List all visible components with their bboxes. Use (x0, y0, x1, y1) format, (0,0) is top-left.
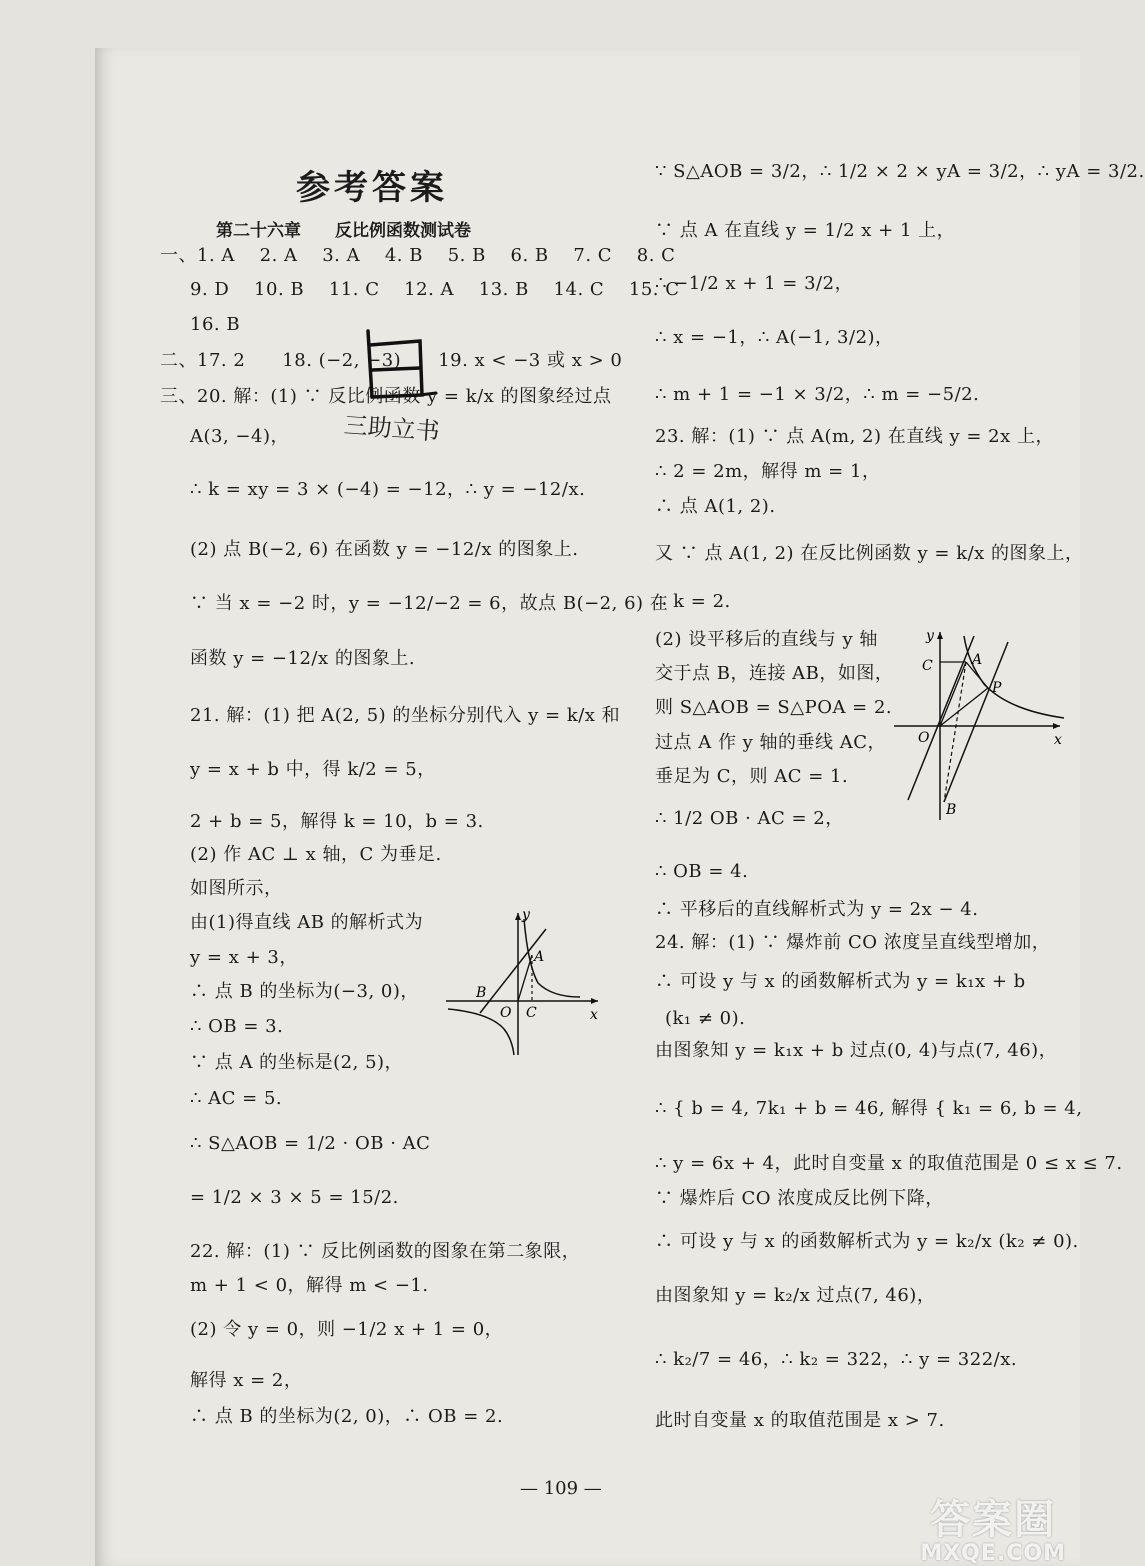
right-line-19: 24. 解：(1) ∵ 爆炸前 CO 浓度呈直线型增加， (655, 932, 1051, 953)
left-line-23: = 1/2 × 3 × 5 = 15/2. (190, 1187, 399, 1208)
left-line-5: 三、20. 解：(1) ∵ 反比例函数 y = k/x 的图象经过点 (160, 386, 612, 407)
right-line-18: ∴ 平移后的直线解析式为 y = 2x − 4. (655, 899, 979, 920)
right-line-4: ∴ x = −1，∴ A(−1, 3/2)， (655, 327, 894, 348)
right-line-22: 由图象知 y = k₁x + b 过点(0, 4)与点(7, 46)， (655, 1040, 1058, 1061)
right-line-1: ∵ S△AOB = 3/2，∴ 1/2 × 2 × yA = 3/2，∴ yA = 3/2. (655, 161, 1145, 182)
right-line-2: ∵ 点 A 在直线 y = 1/2 x + 1 上， (655, 220, 956, 241)
left-line-9: ∵ 当 x = −2 时，y = −12/−2 = 6，故点 B(−2, 6) 在 (190, 593, 669, 614)
left-line-28: ∴ 点 B 的坐标为(2, 0)，∴ OB = 2. (190, 1406, 504, 1427)
right-line-11: (2) 设平移后的直线与 y 轴 (655, 629, 878, 650)
right-line-9: 又 ∵ 点 A(1, 2) 在反比例函数 y = k/x 的图象上， (655, 543, 1084, 564)
right-line-24: ∴ y = 6x + 4，此时自变量 x 的取值范围是 0 ≤ x ≤ 7. (655, 1153, 1123, 1174)
left-line-2: 9. D 10. B 11. C 12. A 13. B 14. C 15. C (190, 279, 680, 300)
fig1-label-y: y (522, 907, 530, 923)
left-line-26: (2) 令 y = 0，则 −1/2 x + 1 = 0， (190, 1319, 504, 1340)
fig1-label-b: B (476, 985, 487, 1001)
left-line-12: y = x + b 中，得 k/2 = 5， (190, 759, 436, 780)
left-line-6: A(3, −4)， (190, 426, 289, 447)
figure-21 (440, 905, 605, 1060)
right-line-28: ∴ k₂/7 = 46，∴ k₂ = 322，∴ y = 322/x. (655, 1349, 1018, 1370)
left-line-1: 一、1. A 2. A 3. A 4. B 5. B 6. B 7. C 8. C (160, 245, 676, 266)
right-line-3: ∴ −1/2 x + 1 = 3/2， (655, 273, 854, 294)
handwriting-text: 三助立书 (342, 411, 441, 446)
left-line-3: 16. B (190, 314, 241, 335)
watermark-top: 答案圈 (930, 1497, 1057, 1543)
left-line-7: ∴ k = xy = 3 × (−4) = −12，∴ y = −12/x. (190, 479, 586, 500)
left-line-10: 函数 y = −12/x 的图象上. (190, 648, 416, 669)
fig2-label-c: C (922, 658, 933, 674)
page-number: — 109 — (520, 1478, 602, 1499)
right-line-6: 23. 解：(1) ∵ 点 A(m, 2) 在直线 y = 2x 上， (655, 426, 1054, 447)
left-line-4: 二、17. 2 18. (−2, −3) 19. x < −3 或 x > 0 (160, 350, 623, 371)
right-line-14: 过点 A 作 y 轴的垂线 AC， (655, 732, 887, 753)
left-line-13: 2 + b = 5，解得 k = 10，b = 3. (190, 811, 484, 832)
left-line-25: m + 1 < 0，解得 m < −1. (190, 1275, 429, 1296)
right-line-23: ∴ { b = 4, 7k₁ + b = 46, 解得 { k₁ = 6, b = 4, (655, 1098, 1083, 1119)
left-line-24: 22. 解：(1) ∵ 反比例函数的图象在第二象限， (190, 1241, 581, 1262)
right-line-26: ∴ 可设 y 与 x 的函数解析式为 y = k₂/x (k₂ ≠ 0). (655, 1231, 1079, 1252)
left-line-18: ∴ 点 B 的坐标为(−3, 0)， (190, 981, 419, 1002)
right-line-27: 由图象知 y = k₂/x 过点(7, 46)， (655, 1285, 936, 1306)
fig2-label-o: O (918, 730, 930, 746)
left-line-17: y = x + 3， (190, 947, 298, 968)
left-line-20: ∵ 点 A 的坐标是(2, 5)， (190, 1052, 404, 1073)
fig2-label-p: P (992, 680, 1002, 696)
fig2-label-b: B (946, 802, 957, 818)
fig1-label-o: O (500, 1005, 512, 1021)
fig1-label-a: A (534, 949, 545, 965)
figure-23 (888, 622, 1073, 822)
right-line-29: 此时自变量 x 的取值范围是 x > 7. (655, 1410, 945, 1431)
left-line-14: (2) 作 AC ⊥ x 轴，C 为垂足. (190, 844, 442, 865)
fig1-label-x: x (590, 1007, 598, 1023)
left-line-27: 解得 x = 2， (190, 1370, 303, 1391)
right-line-15: 垂足为 C，则 AC = 1. (655, 766, 849, 787)
watermark-bottom: MXQE.COM (920, 1541, 1066, 1566)
left-line-19: ∴ OB = 3. (190, 1016, 284, 1037)
fig1-label-c: C (526, 1005, 537, 1021)
right-line-25: ∵ 爆炸后 CO 浓度成反比例下降， (655, 1188, 944, 1209)
right-line-20: ∴ 可设 y 与 x 的函数解析式为 y = k₁x + b (655, 971, 1026, 992)
right-line-16: ∴ 1/2 OB · AC = 2， (655, 808, 844, 829)
handwritten-mark (340, 325, 480, 445)
right-line-8: ∴ 点 A(1, 2). (655, 496, 776, 517)
left-line-8: (2) 点 B(−2, 6) 在函数 y = −12/x 的图象上. (190, 539, 579, 560)
right-line-13: 则 S△AOB = S△POA = 2. (655, 697, 893, 718)
left-line-11: 21. 解：(1) 把 A(2, 5) 的坐标分别代入 y = k/x 和 (190, 705, 621, 726)
right-line-10: ∴ k = 2. (655, 591, 731, 612)
fig2-label-x: x (1054, 732, 1062, 748)
page-title: 参考答案 (296, 168, 448, 208)
right-line-5: ∴ m + 1 = −1 × 3/2，∴ m = −5/2. (655, 384, 980, 405)
right-line-12: 交于点 B，连接 AB，如图， (655, 663, 894, 684)
left-line-16: 由(1)得直线 AB 的解析式为 (190, 912, 424, 933)
left-line-15: 如图所示， (190, 878, 283, 899)
fig2-label-y: y (926, 628, 934, 644)
left-line-22: ∴ S△AOB = 1/2 · OB · AC (190, 1133, 431, 1154)
right-line-17: ∴ OB = 4. (655, 861, 749, 882)
watermark-logo (920, 1498, 1066, 1566)
right-line-21: (k₁ ≠ 0). (665, 1008, 746, 1029)
chapter-subtitle: 第二十六章 反比例函数测试卷 (216, 221, 471, 241)
fig2-label-a: A (972, 652, 983, 668)
right-line-7: ∴ 2 = 2m，解得 m = 1， (655, 461, 881, 482)
left-line-21: ∴ AC = 5. (190, 1088, 283, 1109)
